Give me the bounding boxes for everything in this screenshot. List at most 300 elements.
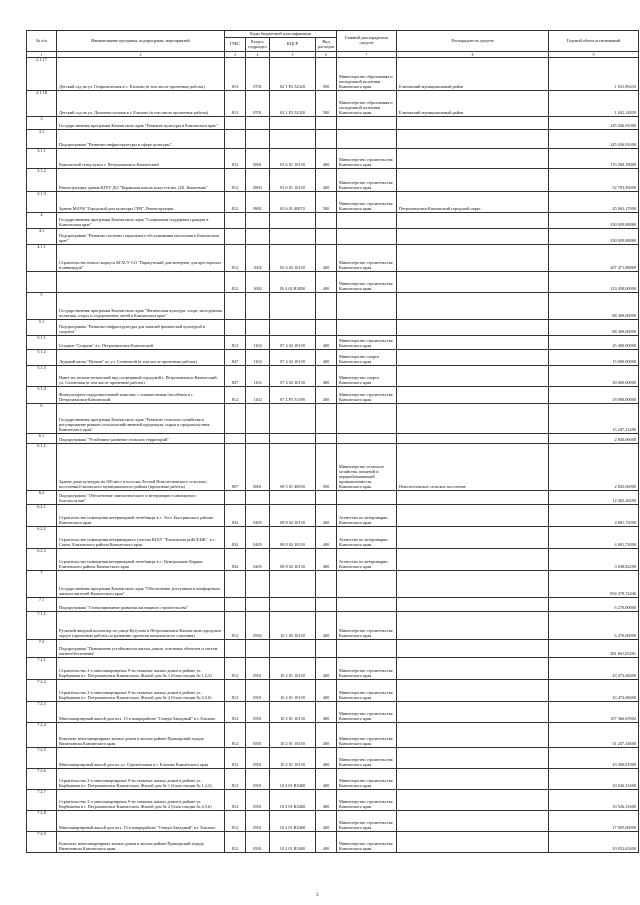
row-sum: 25 063,17000: [549, 192, 639, 213]
row-grbs: [225, 117, 246, 130]
row-number: 6.1.1: [27, 444, 57, 491]
row-kcsr: 10 2 01 10130: [270, 680, 316, 702]
row-sum: 10 052,65400: [549, 832, 639, 853]
row-razdel: [246, 640, 270, 658]
row-kcsr: [270, 598, 316, 612]
row-name: Подпрограмма "Обеспечение эпизоотического и ветеринарно-санитарного благополучия": [57, 491, 225, 505]
row-grbs: 812: [225, 680, 246, 702]
row-recipient: [397, 769, 549, 790]
row-name: Строительство 2-х многоквартирных 9-ти этажных жилых домов в районе ул. Карбышева в г. Петропавловск-Камчатском. Жилой дом № 2 (блок-секции № 4,5,6): [57, 790, 225, 811]
row-grbs: [225, 213, 246, 229]
row-sum: 25 400,00000: [549, 336, 639, 350]
row-grbs: [225, 229, 246, 245]
row-grbs: 812: [225, 192, 246, 213]
table-row: [27, 91, 639, 117]
row-grbs: [225, 130, 246, 149]
row-sum: 30 000,00000: [549, 366, 639, 387]
row-razdel: 1102: [246, 387, 270, 404]
row-kcsr: 10 2 01 10130: [270, 702, 316, 723]
row-vr: 400: [316, 350, 337, 366]
row-vr: [316, 640, 337, 658]
row-vr: [316, 320, 337, 336]
row-name: Подпрограмма "Развитие инфраструктуры в сфере культуры": [57, 130, 225, 149]
row-name: Многоквартирный жилой дом поз. 15 в микрорайоне "Северо-Западный" в г. Елизово: [57, 702, 225, 723]
row-number: 5.1.4: [27, 387, 57, 404]
header-main-manager: Главный распорядитель средств: [337, 31, 397, 52]
row-recipient: [397, 293, 549, 320]
table-row: [27, 229, 639, 245]
row-number: 2.1.18: [27, 91, 57, 117]
row-name: Подпрограмма "Повышение устойчивости жилых домов, основных объектов и систем жизнеобеспечения": [57, 640, 225, 658]
row-name: Комплекс многоквартирных жилых домов в жилом районе Приморский города Вилючинска Камчатского края: [57, 723, 225, 748]
row-razdel: 0502: [246, 612, 270, 640]
row-kcsr: 08 8 02 10130: [270, 549, 316, 571]
row-recipient: Новолесновское сельское поселение: [397, 444, 549, 491]
row-grbs: [225, 491, 246, 505]
row-recipient: [397, 549, 549, 571]
row-recipient: [397, 748, 549, 769]
row-main-manager: Министерство образования и молодежной политики Камчатского края: [337, 91, 397, 117]
row-sum: 854 378,72446: [549, 571, 639, 598]
row-grbs: [225, 598, 246, 612]
row-vr: 400: [316, 387, 337, 404]
table-row: [27, 790, 639, 811]
row-recipient: [397, 272, 549, 293]
row-sum: 15 000,00000: [549, 350, 639, 366]
row-kcsr: 10 2 01 R5400: [270, 811, 316, 832]
row-name: Строительство нового корпуса КГАСУ СО "Паратунский дом-интернат для престарелых и инвалидов": [57, 245, 225, 272]
row-main-manager: Министерство строительства Камчатского края: [337, 832, 397, 853]
header-grbs: ГРБС: [225, 38, 246, 52]
row-recipient: [397, 149, 549, 169]
row-main-manager: Министерство спорта Камчатского края: [337, 350, 397, 366]
row-kcsr: 03 6 01 10130: [270, 169, 316, 192]
row-grbs: [225, 404, 246, 434]
table-row: [27, 58, 639, 91]
row-name: Строительство помещения ветеринарного участка КГБУ "Елизовская рпБСББЖ", в с. Сокоч, Елизовского района Камчатского края: [57, 527, 225, 549]
row-grbs: 812: [225, 658, 246, 680]
row-razdel: 1002: [246, 245, 270, 272]
row-main-manager: [337, 213, 397, 229]
row-number: 6: [27, 404, 57, 434]
row-razdel: 0501: [246, 790, 270, 811]
row-name: Строительство 2-х многоквартирных 9-ти этажных жилых домов в районе ул. Карбышева в г. Петропавловск-Камчатском. Жилой дом № 1 (блок-секции № 1,2,3): [57, 658, 225, 680]
row-vr: [316, 491, 337, 505]
row-number: 7.2.9: [27, 832, 57, 853]
row-name: Камчатский театр кукол г. Петропавловск-Камчатский: [57, 149, 225, 169]
row-main-manager: [337, 130, 397, 149]
row-grbs: 812: [225, 149, 246, 169]
row-main-manager: Министерство строительства Камчатского края: [337, 680, 397, 702]
col-number: 3: [225, 52, 246, 58]
table-row: [27, 130, 639, 149]
row-name: Подпрограмма "Устойчивое развитие сельских территорий": [57, 434, 225, 444]
row-vr: 500: [316, 58, 337, 91]
row-grbs: 812: [225, 723, 246, 748]
row-kcsr: 10 2 01 R5400: [270, 769, 316, 790]
table-row: [27, 169, 639, 192]
row-grbs: 812: [225, 832, 246, 853]
row-sum: 1 041,14839: [549, 91, 639, 117]
row-number: 5.1: [27, 320, 57, 336]
row-recipient: Елизовский муниципальный район: [397, 91, 549, 117]
row-sum: 1 031,90433: [549, 58, 639, 91]
row-number: 7.2.5: [27, 748, 57, 769]
row-number: 6.2.3: [27, 549, 57, 571]
row-number: 7.2.8: [27, 811, 57, 832]
row-razdel: 0405: [246, 549, 270, 571]
row-kcsr: 05 4 02 10130: [270, 245, 316, 272]
row-kcsr: 08 8 02 10130: [270, 527, 316, 549]
col-number: 5: [270, 52, 316, 58]
table-row: [27, 505, 639, 527]
row-number: 5: [27, 293, 57, 320]
row-vr: [316, 130, 337, 149]
row-razdel: [246, 229, 270, 245]
row-sum: 18 000,00000: [549, 387, 639, 404]
row-kcsr: 10 1 05 10130: [270, 612, 316, 640]
row-recipient: [397, 491, 549, 505]
row-recipient: [397, 723, 549, 748]
row-razdel: [246, 293, 270, 320]
row-name: Здание МАУК "Городской дом культуры СРВ", Реконструкция: [57, 192, 225, 213]
row-main-manager: Министерство строительства Камчатского края: [337, 769, 397, 790]
row-sum: 23 390,81900: [549, 748, 639, 769]
row-sum: 43 473,68400: [549, 680, 639, 702]
row-recipient: [397, 130, 549, 149]
row-grbs: 832: [225, 527, 246, 549]
row-razdel: [246, 404, 270, 434]
table-row: [27, 723, 639, 748]
row-main-manager: Министерство строительства Камчатского края: [337, 169, 397, 192]
row-recipient: [397, 598, 549, 612]
row-main-manager: [337, 117, 397, 130]
row-main-manager: Министерство строительства Камчатского края: [337, 272, 397, 293]
row-sum: 52 703,56000: [549, 169, 639, 192]
row-razdel: 1002: [246, 272, 270, 293]
col-number: 6: [316, 52, 337, 58]
row-sum: 88 400,00000: [549, 320, 639, 336]
row-vr: 500: [316, 192, 337, 213]
row-number: 6.1: [27, 434, 57, 444]
table-row: [27, 192, 639, 213]
row-name: Многоквартирный жилой дом по ул. Строительная в г. Елизово Камчатского края: [57, 748, 225, 769]
row-main-manager: [337, 434, 397, 444]
row-razdel: 0803: [246, 169, 270, 192]
table-row: [27, 769, 639, 790]
row-grbs: [225, 320, 246, 336]
row-vr: [316, 404, 337, 434]
row-sum: 51 247,34600: [549, 723, 639, 748]
row-grbs: 807: [225, 444, 246, 491]
table-row: [27, 444, 639, 491]
row-main-manager: Министерство строительства Камчатского края: [337, 612, 397, 640]
row-number: 7.1: [27, 598, 57, 612]
row-sum: 6 270,00000: [549, 612, 639, 640]
row-razdel: 0405: [246, 505, 270, 527]
row-recipient: [397, 790, 549, 811]
row-main-manager: Министерство строительства Камчатского края: [337, 336, 397, 350]
row-recipient: [397, 387, 549, 404]
row-sum: 170 260,18000: [549, 149, 639, 169]
row-vr: 400: [316, 549, 337, 571]
row-recipient: [397, 811, 549, 832]
row-sum: 10 526,31600: [549, 790, 639, 811]
row-kcsr: [270, 117, 316, 130]
table-row: [27, 293, 639, 320]
row-main-manager: Агентство по ветеринарии Камчатского края: [337, 549, 397, 571]
row-recipient: [397, 434, 549, 444]
row-grbs: [225, 293, 246, 320]
row-vr: [316, 213, 337, 229]
row-vr: 400: [316, 245, 337, 272]
row-sum: 88 400,00000: [549, 293, 639, 320]
header-recipient: Распорядитель средств: [397, 31, 549, 52]
row-grbs: 812: [225, 245, 246, 272]
row-name: Строительство помещения ветеринарной лечебницы в с. Центральные Коряки Елизовского района Камчатского края: [57, 549, 225, 571]
header-vr: Вид расходов: [316, 38, 337, 52]
col-number: 4: [246, 52, 270, 58]
table-row: [27, 491, 639, 505]
row-number: 5.1.1: [27, 336, 57, 350]
row-name: [57, 272, 225, 293]
row-sum: 12 402,26290: [549, 491, 639, 505]
row-main-manager: [337, 404, 397, 434]
row-vr: 500: [316, 91, 337, 117]
row-name: Строительство 2-х многоквартирных 9-ти этажных жилых домов в районе ул. Карбышева в г. Петропавловск-Камчатском. Жилой дом № 2 (блок-секции № 4,5,6): [57, 680, 225, 702]
row-main-manager: Министерство строительства Камчатского края: [337, 790, 397, 811]
budget-table-sheet: [26, 30, 638, 853]
row-kcsr: [270, 434, 316, 444]
row-number: 7.2.1: [27, 658, 57, 680]
row-grbs: 832: [225, 505, 246, 527]
row-sum: 123 458,00000: [549, 272, 639, 293]
row-kcsr: [270, 130, 316, 149]
row-recipient: [397, 229, 549, 245]
row-kcsr: 03 6 01 10130: [270, 149, 316, 169]
row-main-manager: Министерство спорта Камчатского края: [337, 366, 397, 387]
row-recipient: [397, 505, 549, 527]
col-number: 9: [549, 52, 639, 58]
header-no: № п/п: [27, 31, 57, 52]
row-number: 7.2.6: [27, 769, 57, 790]
row-grbs: 812: [225, 702, 246, 723]
row-vr: 400: [316, 832, 337, 853]
row-name: Ледовый каток "Вулкан" по ул. Солнечной (в том числе проектные работы): [57, 350, 225, 366]
row-sum: 43 473,68400: [549, 658, 639, 680]
row-main-manager: Министерство образования и молодежной политики Камчатского края: [337, 58, 397, 91]
row-grbs: 813: [225, 91, 246, 117]
row-sum: 245 026,91000: [549, 117, 639, 130]
row-number: 3.1.3: [27, 192, 57, 213]
row-number: [27, 272, 57, 293]
row-recipient: Петропавловск-Камчатский городской округ: [397, 192, 549, 213]
row-name: Комплекс многоквартирных жилых домов в жилом районе Приморский города Вилючинска Камчатского края: [57, 832, 225, 853]
row-name: Физкультурно-оздоровительный комплекс с плавательным бассейном в г. Петропавловск-Камчатский: [57, 387, 225, 404]
row-name: Подпрограмма "Развитие системы социального обслуживания населения в Камчатском крае": [57, 229, 225, 245]
row-number: 6.2.1: [27, 505, 57, 527]
row-recipient: [397, 640, 549, 658]
row-main-manager: Министерство строительства Камчатского края: [337, 811, 397, 832]
row-name: Строительство помещения ветеринарной лечебницы в с. Эссо Быстринского района Камчатского края: [57, 505, 225, 527]
row-sum: 207 471,88869: [549, 245, 639, 272]
row-grbs: 812: [225, 748, 246, 769]
row-name: Государственная программа Камчатского края "Развитие культуры в Камчатском крае": [57, 117, 225, 130]
row-number: 6.2.2: [27, 527, 57, 549]
row-recipient: [397, 702, 549, 723]
row-main-manager: Министерство строительства Камчатского края: [337, 723, 397, 748]
row-recipient: [397, 658, 549, 680]
table-row: [27, 811, 639, 832]
row-vr: 400: [316, 149, 337, 169]
row-vr: 400: [316, 702, 337, 723]
row-grbs: [225, 640, 246, 658]
row-kcsr: 08 8 02 10130: [270, 505, 316, 527]
col-number: 1: [27, 52, 57, 58]
row-name: Подпрограмма "Стимулирование развития жилищного строительства": [57, 598, 225, 612]
row-razdel: 0701: [246, 91, 270, 117]
row-main-manager: Министерство строительства Камчатского края: [337, 192, 397, 213]
row-recipient: [397, 366, 549, 387]
row-sum: 481 661,65201: [549, 640, 639, 658]
col-number: 8: [397, 52, 549, 58]
table-row: [27, 832, 639, 853]
row-main-manager: Министерство строительства Камчатского края: [337, 658, 397, 680]
table-row: [27, 527, 639, 549]
row-vr: 400: [316, 527, 337, 549]
row-grbs: 812: [225, 387, 246, 404]
row-vr: [316, 571, 337, 598]
row-recipient: [397, 571, 549, 598]
header-annual-sum: Годовой объем ассигнований: [549, 31, 639, 52]
row-razdel: 1102: [246, 350, 270, 366]
row-main-manager: [337, 491, 397, 505]
row-number: 7.2.7: [27, 790, 57, 811]
row-vr: 400: [316, 790, 337, 811]
row-grbs: 812: [225, 612, 246, 640]
table-row: [27, 350, 639, 366]
row-grbs: [225, 571, 246, 598]
row-grbs: 812: [225, 336, 246, 350]
row-kcsr: 10 2 01 10130: [270, 723, 316, 748]
row-sum: 2 845,06000: [549, 434, 639, 444]
row-name: Государственная программа Камчатского края "Физическая культура, спорт, молодежная политика, отдых и оздоровление детей в Камчатском крае": [57, 293, 225, 320]
row-main-manager: Министерство строительства Камчатского края: [337, 245, 397, 272]
row-kcsr: [270, 571, 316, 598]
row-kcsr: 10 2 01 R5400: [270, 790, 316, 811]
row-recipient: Елизовский муниципальный район: [397, 58, 549, 91]
row-name: Государственная программа Камчатского края "Развитие сельского хозяйства и регулирование рынков сельскохозяйственной продукции, сырья и продовольствия Камчатского края": [57, 404, 225, 434]
col-number: 7: [337, 52, 397, 58]
row-recipient: [397, 213, 549, 229]
row-razdel: 1102: [246, 336, 270, 350]
row-main-manager: Министерство строительства Камчатского края: [337, 149, 397, 169]
row-sum: 3 038,82290: [549, 549, 639, 571]
row-number: 5.1.2: [27, 350, 57, 366]
row-razdel: [246, 598, 270, 612]
row-sum: 330 929,88869: [549, 229, 639, 245]
row-kcsr: 10 2 01 R5400: [270, 832, 316, 853]
row-number: 3.1: [27, 130, 57, 149]
row-name: Детский сад на ул. Дальневосточная в г. Елизово (в том числе проектные работы): [57, 91, 225, 117]
row-razdel: 0801: [246, 149, 270, 169]
row-sum: 330 929,88869: [549, 213, 639, 229]
header-razdel: Раздел, подраздел: [246, 38, 270, 52]
row-grbs: 813: [225, 58, 246, 91]
row-grbs: 812: [225, 272, 246, 293]
row-razdel: [246, 130, 270, 149]
row-kcsr: 03 6 01 40070: [270, 192, 316, 213]
row-grbs: 847: [225, 366, 246, 387]
row-recipient: [397, 336, 549, 350]
row-number: 7.1.1: [27, 612, 57, 640]
row-vr: [316, 434, 337, 444]
row-sum: 15 247,23290: [549, 404, 639, 434]
row-name: Ручьевой вводной коллектор по улице Кутузова в Петропавловск-Камчатском городском округе (проектные работы по развитию проектов комплексного освоения): [57, 612, 225, 640]
row-razdel: [246, 491, 270, 505]
row-vr: 400: [316, 272, 337, 293]
row-razdel: [246, 213, 270, 229]
table-row: [27, 213, 639, 229]
row-razdel: 0501: [246, 702, 270, 723]
row-recipient: [397, 612, 549, 640]
row-vr: 400: [316, 612, 337, 640]
row-name: Строительство 2-х многоквартирных 9-ти этажных жилых домов в районе ул. Карбышева в г. Петропавловск-Камчатском. Жилой дом № 1 (блок-секции № 1,2,3): [57, 769, 225, 790]
row-name: Детский сад на ул. Геофизическая в с. Елизово (в том числе проектные работы): [57, 58, 225, 91]
row-number: 7.2: [27, 640, 57, 658]
row-razdel: 0501: [246, 748, 270, 769]
table-row: [27, 320, 639, 336]
table-row: [27, 612, 639, 640]
row-number: 4.1: [27, 229, 57, 245]
table-body: [27, 58, 639, 853]
row-kcsr: 10 2 01 10130: [270, 658, 316, 680]
row-name: Стадион "Спартак" в г. Петропавловск-Камчатский: [57, 336, 225, 350]
row-kcsr: [270, 491, 316, 505]
table-row: [27, 640, 639, 658]
row-kcsr: 07 4 02 10130: [270, 350, 316, 366]
row-kcsr: 07 4 Р5 51390: [270, 387, 316, 404]
row-sum: 107 366,65902: [549, 702, 639, 723]
row-razdel: 0501: [246, 723, 270, 748]
row-recipient: [397, 680, 549, 702]
row-razdel: 0501: [246, 769, 270, 790]
table-row: [27, 272, 639, 293]
row-main-manager: Министерство сельского хозяйства, пищевой и перерабатывающей промышленности Камчатского края: [337, 444, 397, 491]
table-row: [27, 434, 639, 444]
row-sum: 10 526,31600: [549, 769, 639, 790]
row-recipient: [397, 169, 549, 192]
row-recipient: [397, 527, 549, 549]
table-row: [27, 404, 639, 434]
row-name: Государственная программа Камчатского края "Социальная поддержка граждан в Камчатском крае": [57, 213, 225, 229]
row-vr: 400: [316, 169, 337, 192]
row-razdel: [246, 320, 270, 336]
row-number: 4.1.1: [27, 245, 57, 272]
row-number: 2.1.17: [27, 58, 57, 91]
row-razdel: 0801: [246, 444, 270, 491]
row-number: 6.2: [27, 491, 57, 505]
header-codes-group: Коды бюджетной классификации: [225, 31, 337, 38]
row-razdel: 0501: [246, 680, 270, 702]
table-header: [27, 31, 639, 58]
table-row: [27, 149, 639, 169]
row-vr: 400: [316, 505, 337, 527]
table-row: [27, 245, 639, 272]
row-sum: 17 005,00000: [549, 811, 639, 832]
row-name: Государственная программа Камчатского края "Обеспечение доступным и комфортным жильем жителей Камчатского края": [57, 571, 225, 598]
row-grbs: 832: [225, 549, 246, 571]
